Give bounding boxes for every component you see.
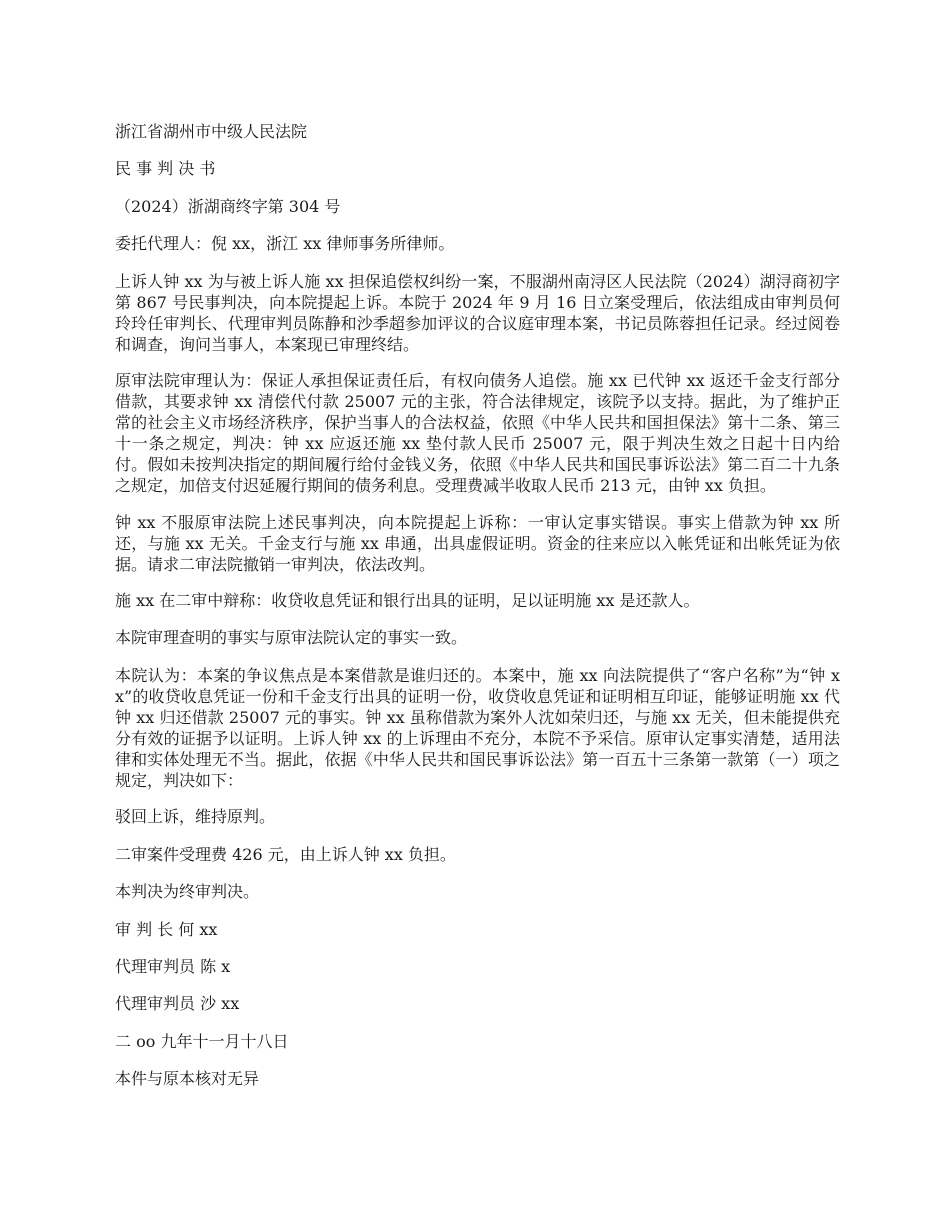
paragraph-fees: 二审案件受理费 426 元，由上诉人钟 xx 负担。: [115, 844, 456, 864]
agent-info: 委托代理人：倪 xx，浙江 xx 律师事务所律师。: [115, 234, 455, 254]
paragraph-verdict: 驳回上诉，维持原判。: [115, 807, 276, 827]
signature-acting-judge-2: 代理审判员 沙 xx: [115, 994, 240, 1014]
document-type-title: 民 事 判 决 书: [115, 159, 216, 179]
case-number: （2024）浙湖商终字第 304 号: [115, 196, 341, 216]
paragraph-court-opinion: 本院认为：本案的争议焦点是本案借款是谁归还的。本案中，施 xx 向法院提供了“客户名称”为“钟 xx”的收贷收息凭证一份和千金支行出具的证明一份，收贷收息凭证和证明相互印证，能够证明施 xx 代钟 xx 归还借款 25007 元的事实。钟 xx 虽称借款为案外人沈如荣归还，与施 xx 无关，但未能提供充分有效的证据予以证明。上诉人钟 xx 的上诉理由不充分，本院不予采信。原审认定事实清楚，适用法律和实体处理无不当。据此，依据《中华人民共和国民事诉讼法》第一百五十三条第一款第（一）项之规定，判决如下：: [115, 665, 840, 790]
signature-presiding-judge: 审 判 长 何 xx: [115, 919, 218, 939]
judgment-document: [115, 121, 840, 1105]
judgment-date: 二 oo 九年十一月十八日: [115, 1031, 289, 1051]
paragraph-appellant-claim: 钟 xx 不服原审法院上述民事判决，向本院提起上诉称：一审认定事实错误。事实上借款为钟 xx 所还，与施 xx 无关。千金支行与施 xx 串通，出具虚假证明。资金的往来应以入帐凭证和出帐凭证为依据。请求二审法院撤销一审判决，依法改判。: [115, 512, 840, 574]
court-name: 浙江省湖州市中级人民法院: [115, 122, 308, 141]
paragraph-facts-found: 本院审理查明的事实与原审法院认定的事实一致。: [115, 628, 468, 648]
certification-note: 本件与原本核对无异: [115, 1069, 260, 1089]
paragraph-appeal-intro: 上诉人钟 xx 为与被上诉人施 xx 担保追偿权纠纷一案，不服湖州南浔区人民法院（2024）湖浔商初字第 867 号民事判决，向本院提起上诉。本院于 2024 年 9 月 16 日立案受理后，依法组成由审判员何玲玲任审判长、代理审判员陈静和沙季超参加评议的合议庭审理本案，书记员陈蓉担任记录。经过阅卷和调查，询问当事人，本案现已审理终结。: [115, 271, 840, 354]
paragraph-original-ruling: 原审法院审理认为：保证人承担保证责任后，有权向债务人追偿。施 xx 已代钟 xx 返还千金支行部分借款，其要求钟 xx 清偿代付款 25007 元的主张，符合法律规定，该院予以支持。据此，为了维护正常的社会主义市场经济秩序，保护当事人的合法权益，依照《中华人民共和国担保法》第十二条、第三十一条之规定，判决：钟 xx 应返还施 xx 垫付款人民币 25007 元，限于判决生效之日起十日内给付。假如未按判决指定的期间履行给付金钱义务，依照《中华人民共和国民事诉讼法》第二百二十九条之规定，加倍支付迟延履行期间的债务利息。受理费减半收取人民币 213 元，由钟 xx 负担。: [115, 371, 840, 496]
paragraph-final-judgment: 本判决为终审判决。: [115, 882, 260, 902]
signature-acting-judge-1: 代理审判员 陈 x: [115, 956, 231, 976]
paragraph-appellee-defense: 施 xx 在二审中辩称：收贷收息凭证和银行出具的证明，足以证明施 xx 是还款人。: [115, 591, 700, 611]
